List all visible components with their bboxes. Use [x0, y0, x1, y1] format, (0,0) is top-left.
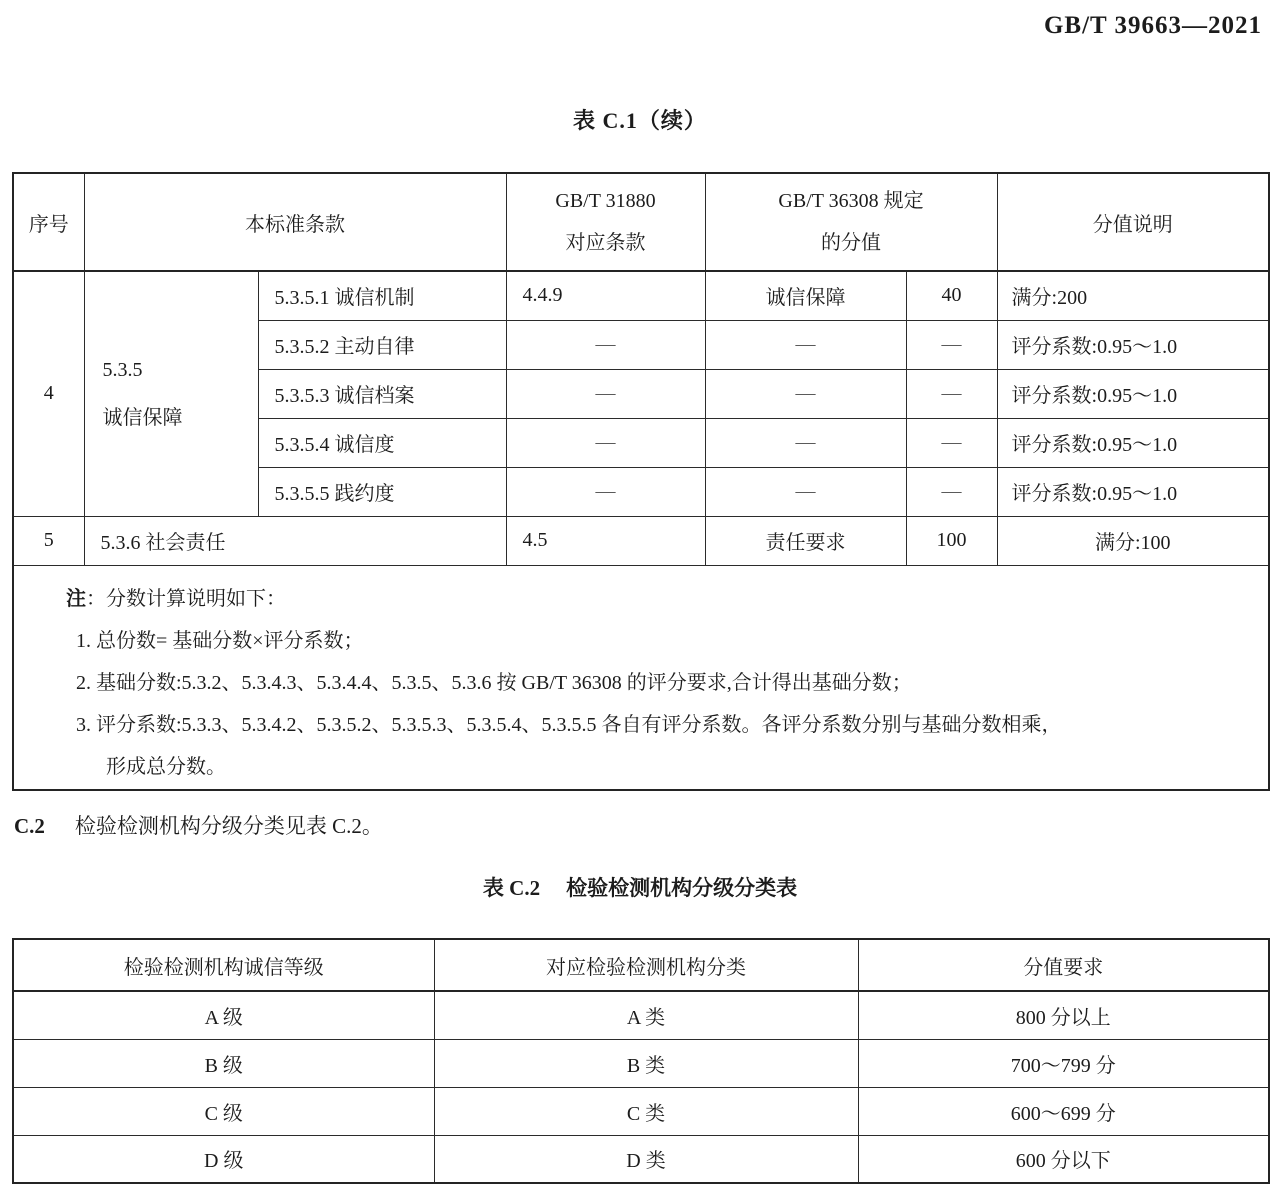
cell-g36-name: —: [705, 418, 906, 467]
header-gbt36308-line2: 的分值: [821, 232, 881, 254]
table-c2: [12, 938, 1270, 1184]
cell-score: 600～699 分: [858, 1087, 1269, 1135]
cell-g36-score: —: [906, 320, 997, 369]
table-row: [13, 1087, 1269, 1135]
header-gbt31880-line1: GB/T 31880: [555, 190, 656, 212]
note-heading: [14, 578, 1268, 620]
table-c1: [12, 172, 1270, 791]
cell-row5-no: 5: [13, 516, 84, 565]
cell-group4-clause: [84, 271, 258, 516]
cell-score: 600 分以下: [858, 1135, 1269, 1183]
cell-group4-clause-line2: 诚信保障: [102, 406, 183, 429]
header-desc: 分值说明: [997, 173, 1269, 271]
table-c2-header-row: [13, 939, 1269, 991]
header-gbt31880: [506, 173, 705, 271]
note-line-1: 1. 总份数= 基础分数×评分系数；: [76, 629, 364, 652]
cell-grade: C 级: [13, 1087, 434, 1135]
section-c2-number: C.2: [14, 814, 45, 838]
cell-score: 800 分以上: [858, 991, 1269, 1039]
cell-desc: 评分系数:0.95～1.0: [997, 320, 1269, 369]
cell-category: A 类: [434, 991, 858, 1039]
note-intro: ：分数计算说明如下：: [86, 587, 286, 610]
cell-g36-name: —: [705, 320, 906, 369]
cell-category: B 类: [434, 1039, 858, 1087]
note-label: 注: [66, 587, 86, 610]
cell-gbt31880: 4.5: [506, 516, 705, 565]
cell-subclause: 5.3.5.4 诚信度: [258, 418, 506, 467]
cell-gbt31880: —: [506, 467, 705, 516]
cell-desc: 评分系数:0.95～1.0: [997, 369, 1269, 418]
note-cell: [13, 565, 1269, 790]
table-row: [13, 516, 1269, 565]
table-c1-title: 表 C.1（续）: [573, 108, 707, 133]
cell-category: D 类: [434, 1135, 858, 1183]
cell-grade: A 级: [13, 991, 434, 1039]
cell-row5-clause: 5.3.6 社会责任: [84, 516, 506, 565]
table-row: [13, 991, 1269, 1039]
table-c1-header-row: [13, 173, 1269, 271]
cell-grade: D 级: [13, 1135, 434, 1183]
cell-category: C 类: [434, 1087, 858, 1135]
cell-gbt31880: —: [506, 418, 705, 467]
table-row: [13, 271, 1269, 320]
cell-g36-score: 100: [906, 516, 997, 565]
header-gbt31880-line2: 对应条款: [565, 232, 646, 254]
cell-gbt31880: 4.4.9: [506, 271, 705, 320]
cell-g36-score: 40: [906, 271, 997, 320]
note-line-4: 形成总分数。: [106, 755, 226, 778]
header-category: 对应检验检测机构分类: [434, 939, 858, 991]
cell-group4-clause-line1: 5.3.5: [102, 358, 143, 381]
table-c2-title-label: 表 C.2: [482, 876, 541, 900]
standard-number: GB/T 39663—2021: [1043, 12, 1262, 39]
note-line-3: 3. 评分系数:5.3.3、5.3.4.2、5.3.5.2、5.3.5.3、5.3.5.4、5.3.5.5 各自有评分系数。各评分系数分别与基础分数相乘，: [76, 713, 1062, 736]
cell-subclause: 5.3.5.1 诚信机制: [258, 271, 506, 320]
table-row: [13, 1039, 1269, 1087]
cell-g36-name: 诚信保障: [705, 271, 906, 320]
header-gbt36308: [705, 173, 997, 271]
cell-g36-name: —: [705, 369, 906, 418]
header-no: 序号: [13, 173, 84, 271]
cell-g36-name: —: [705, 467, 906, 516]
cell-subclause: 5.3.5.3 诚信档案: [258, 369, 506, 418]
header-clause: 本标准条款: [84, 173, 506, 271]
cell-g36-score: —: [906, 418, 997, 467]
cell-desc: 满分:200: [997, 271, 1269, 320]
header-score: 分值要求: [858, 939, 1269, 991]
cell-desc: 评分系数:0.95～1.0: [997, 467, 1269, 516]
cell-subclause: 5.3.5.5 践约度: [258, 467, 506, 516]
cell-g36-score: —: [906, 369, 997, 418]
cell-g36-name: 责任要求: [705, 516, 906, 565]
cell-subclause: 5.3.5.2 主动自律: [258, 320, 506, 369]
cell-score: 700～799 分: [858, 1039, 1269, 1087]
table-c2-title: [0, 872, 1280, 902]
cell-desc: 评分系数:0.95～1.0: [997, 418, 1269, 467]
note-line-2: 2. 基础分数:5.3.2、5.3.4.3、5.3.4.4、5.3.5、5.3.6 按 GB/T 36308 的评分要求,合计得出基础分数；: [76, 671, 912, 694]
cell-g36-score: —: [906, 467, 997, 516]
table-c2-title-text: 检验检测机构分级分类表: [566, 876, 798, 900]
section-c2-text: 检验检测机构分级分类见表 C.2。: [74, 814, 383, 838]
cell-group4-no: 4: [13, 271, 84, 516]
cell-gbt31880: —: [506, 369, 705, 418]
header-grade: 检验检测机构诚信等级: [13, 939, 434, 991]
cell-gbt31880: —: [506, 320, 705, 369]
section-c2-paragraph: [14, 810, 383, 840]
table-row: [13, 1135, 1269, 1183]
table-note-row: [13, 565, 1269, 790]
cell-grade: B 级: [13, 1039, 434, 1087]
header-gbt36308-line1: GB/T 36308 规定: [778, 190, 924, 212]
cell-desc: 满分:100: [997, 516, 1269, 565]
